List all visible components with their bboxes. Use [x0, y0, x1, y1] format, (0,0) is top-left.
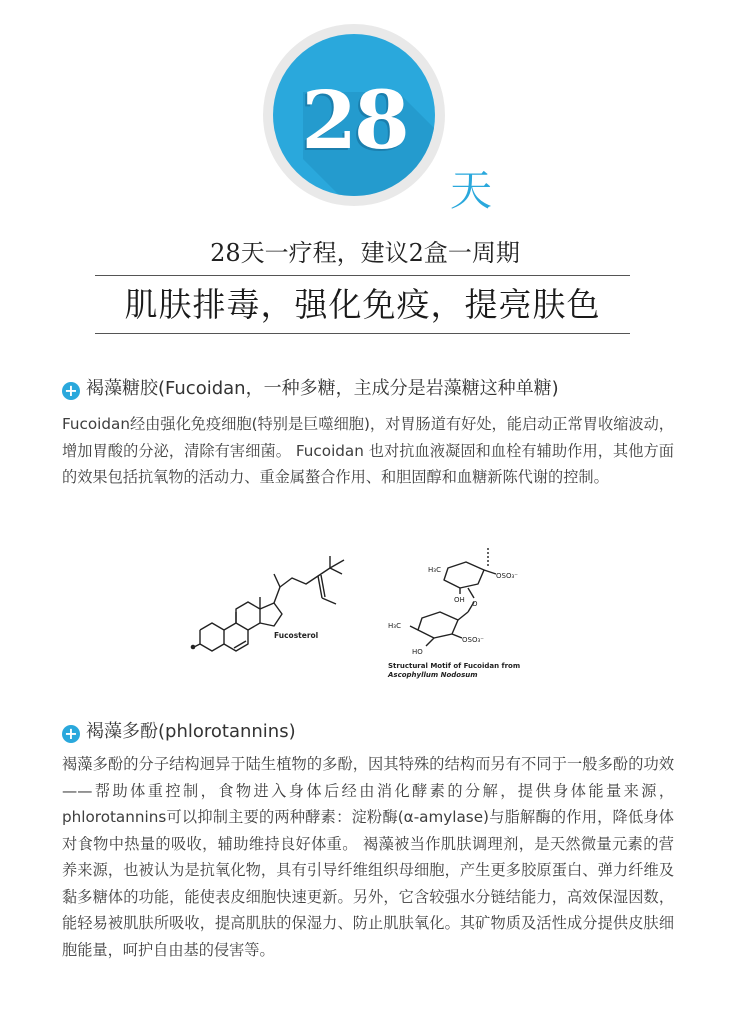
hydroxyl-dot [191, 645, 196, 650]
section-phlorotannins-title: 褐藻多酚(phlorotannins) [86, 721, 296, 742]
atom-oso3-top: OSO₃⁻ [496, 572, 518, 580]
atom-o-link: O [472, 600, 478, 608]
section-fucoidan-title: 褐藻糖胶(Fucoidan，一种多糖，主成分是岩藻糖这种单糖) [86, 378, 559, 399]
section-phlorotannins-body: 褐藻多酚的分子结构迥异于陆生植物的多酚，因其特殊的结构而另有不同于一般多酚的功效——帮助体重控制，食物进入身体后经由消化酵素的分解，提供身体能量来源，phlorotannins可以抑制主要的两种酵素：淀粉酶(α-amylase)与脂解酶的作用，降低身体对食物中热量的吸收，辅助维持良好体重。 褐藻被当作肌肤调理剂，是天然微量元素的营养来源，也被认为是抗氧化物，具有引导纤维组织母细胞，产生更多胶原蛋白、弹力纤维及黏多糖体的功能，能使表皮细胞快速更新。另外，它含较强水分链结能力，高效保湿因数，能轻易被肌肤所吸收，提高肌肤的保湿力、防止肌肤氧化。其矿物质及活性成分提供皮肤细胞能量，呵护自由基的侵害等。 [62, 755, 674, 959]
badge-day-number: 28 [301, 73, 407, 167]
divider-top [95, 275, 630, 276]
fucoidan-caption-line2: Ascophyllum Nodosum [388, 671, 478, 679]
atom-h3c-bottom: H₃C [388, 622, 401, 630]
molecule-figure [190, 540, 550, 690]
divider-bottom [95, 333, 630, 334]
badge-day-unit: 天 [450, 166, 493, 215]
section-fucoidan-body: Fucoidan经由强化免疫细胞(特别是巨噬细胞)，对胃肠道有好处，能启动正常胃收缩波动，增加胃酸的分泌，清除有害细菌。 Fucoidan 也对抗血液凝固和血栓有辅助作用，其他方面的效果包括抗氧物的活动力、重金属螯合作用、和胆固醇和血糖新陈代谢的控制。 [62, 415, 674, 486]
course-subline: 28天一疗程，建议2盒一周期 [210, 239, 520, 267]
section-phlorotannins-heading [62, 719, 296, 745]
badge-disc [273, 34, 435, 196]
fucosterol-label: Fucosterol [274, 631, 319, 640]
atom-ho: HO [412, 648, 423, 656]
day-count-badge [250, 10, 510, 225]
main-headline: 肌肤排毒，强化免疫，提亮肤色 [124, 285, 601, 324]
atom-oso3-bottom: OSO₃⁻ [462, 636, 484, 644]
plus-circle-icon: + [62, 725, 80, 743]
fucosterol-structure [192, 556, 344, 651]
molecule-structures-svg [190, 540, 550, 690]
fucoidan-structure [410, 548, 496, 646]
section-fucoidan-heading [62, 376, 559, 402]
plus-circle-icon: + [62, 382, 80, 400]
atom-h3c-top: H₃C [428, 566, 441, 574]
atom-oh: OH [454, 596, 465, 604]
fucoidan-caption-line1: Structural Motif of Fucoidan from [388, 662, 521, 670]
